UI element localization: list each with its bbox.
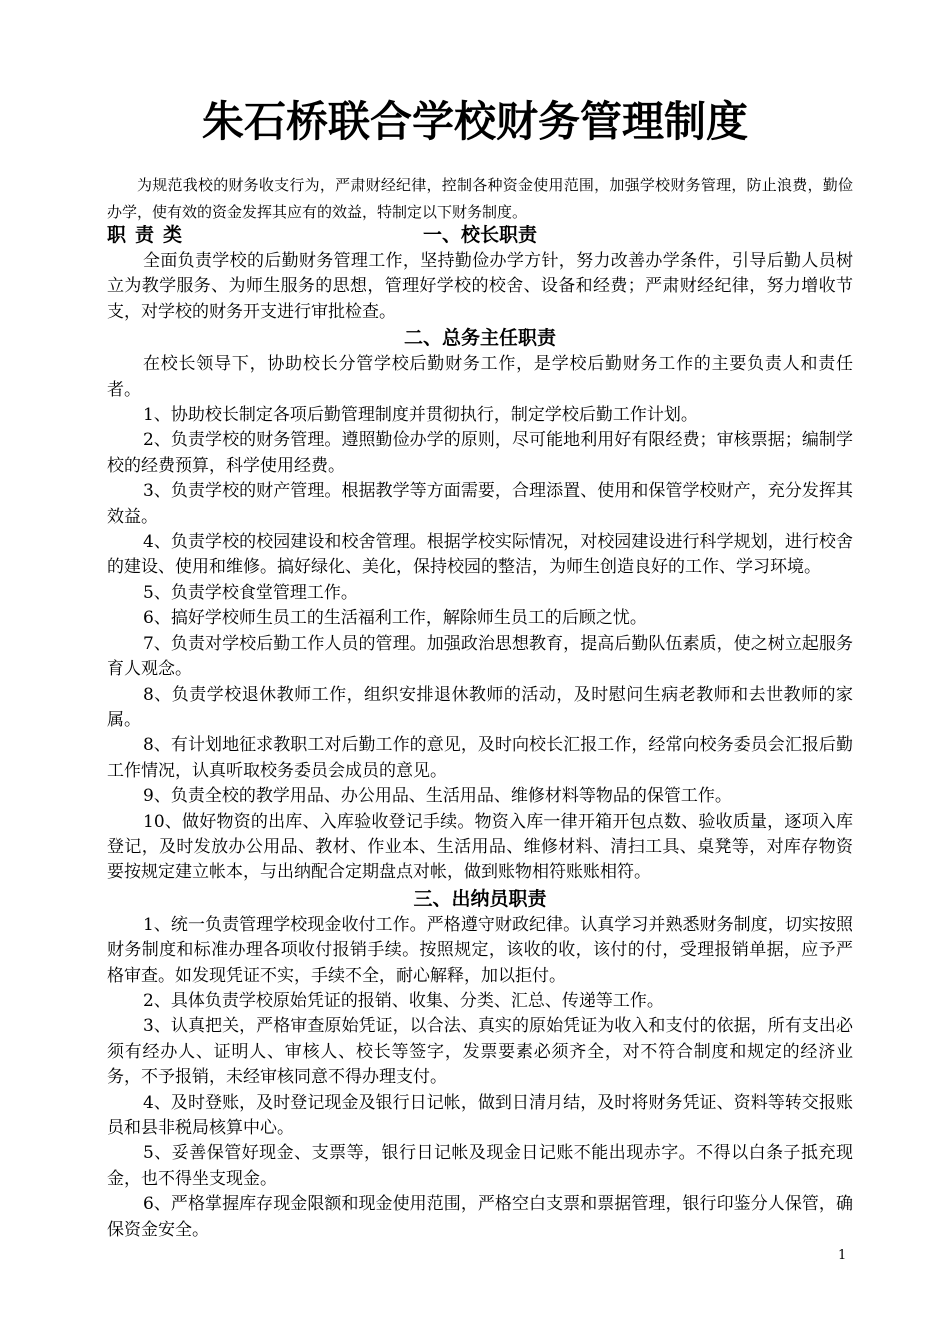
paragraph: 2、具体负责学校原始凭证的报销、收集、分类、汇总、传递等工作。 bbox=[143, 990, 664, 1011]
paragraph: 7、负责对学校后勤工作人员的管理。加强政治思想教育，提高后勤队伍素质，使之树立起服务育人观念。 bbox=[107, 633, 853, 680]
paragraph: 3、负责学校的财产管理。根据教学等方面需要，合理添置、使用和保管学校财产，充分发挥其效益。 bbox=[107, 481, 853, 527]
intro-paragraph: 为规范我校的财务收支行为，严肃财经纪律，控制各种资金使用范围，加强学校财务管理，防止浪费，勤俭办学，使有效的资金发挥其应有的效益，特制定以下财务制度。 bbox=[107, 176, 853, 221]
paragraph: 1、协助校长制定各项后勤管理制度并贯彻执行，制定学校后勤工作计划。 bbox=[143, 405, 698, 426]
category-row bbox=[107, 222, 853, 249]
paragraph: 5、妥善保管好现金、支票等，银行日记帐及现金日记账不能出现赤字。不得以白条子抵充现金，也不得坐支现金。 bbox=[107, 1143, 853, 1189]
paragraph: 8、有计划地征求教职工对后勤工作的意见，及时向校长汇报工作，经常向校务委员会汇报后勤工作情况，认真听取校务委员会成员的意见。 bbox=[107, 735, 853, 781]
section-heading-principal: 一、校长职责 bbox=[422, 224, 537, 246]
paragraph: 6、严格掌握库存现金限额和现金使用范围，严格空白支票和票据管理，银行印鉴分人保管，确保资金安全。 bbox=[107, 1194, 853, 1240]
paragraph: 10、做好物资的出库、入库验收登记手续。物资入库一律开箱开包点数、验收质量，逐项入库登记，及时发放办公用品、教材、作业本、生活用品、维修材料、清扫工具、桌凳等，对库存物资要按规定建立帐本，与出纳配合定期盘点对帐，做到账物相符账账相符。 bbox=[107, 811, 853, 883]
section-heading-general-affairs: 二、总务主任职责 bbox=[403, 327, 556, 350]
paragraph: 全面负责学校的后勤财务管理工作，坚持勤俭办学方针，努力改善办学条件，引导后勤人员树立为教学服务、为师生服务的思想，管理好学校的校舍、设备和经费；严肃财经纪律，努力增收节支，对学校的财务开支进行审批检查。 bbox=[107, 251, 853, 322]
paragraph: 5、负责学校食堂管理工作。 bbox=[143, 582, 358, 603]
paragraph: 4、负责学校的校园建设和校舍管理。根据学校实际情况，对校园建设进行科学规划，进行校舍的建设、使用和维修。搞好绿化、美化，保持校园的整洁，为师生创造良好的工作、学习环境。 bbox=[107, 532, 853, 578]
page-number: 1 bbox=[838, 1248, 847, 1263]
paragraph: 3、认真把关，严格审查原始凭证，以合法、真实的原始凭证为收入和支付的依据，所有支出必须有经办人、证明人、审核人、校长等签字，发票要素必须齐全，对不符合制度和规定的经济业务，不予报销，未经审核同意不得办理支付。 bbox=[107, 1016, 853, 1088]
category-label: 职责类 bbox=[107, 224, 192, 246]
section-heading-cashier: 三、出纳员职责 bbox=[413, 887, 547, 910]
paragraph: 8、负责学校退休教师工作，组织安排退休教师的活动，及时慰问生病老教师和去世教师的家属。 bbox=[107, 684, 853, 730]
paragraph: 1、统一负责管理学校现金收付工作。严格遵守财政纪律。认真学习并熟悉财务制度，切实按照财务制度和标准办理各项收付报销手续。按照规定，该收的收，该付的付，受理报销单据，应予严格审查。如发现凭证不实，手续不全，耐心解释，加以拒付。 bbox=[107, 914, 853, 986]
paragraph: 9、负责全校的教学用品、办公用品、生活用品、维修材料等物品的保管工作。 bbox=[143, 786, 732, 807]
document-body bbox=[107, 222, 853, 1243]
paragraph: 6、搞好学校师生员工的生活福利工作，解除师生员工的后顾之忧。 bbox=[143, 608, 647, 629]
paragraph: 在校长领导下，协助校长分管学校后勤财务工作，是学校后勤财务工作的主要负责人和责任者。 bbox=[107, 354, 853, 400]
paragraph: 2、负责学校的财务管理。遵照勤俭办学的原则，尽可能地利用好有限经费；审核票据；编制学校的经费预算，科学使用经费。 bbox=[107, 430, 853, 476]
paragraph: 4、及时登账，及时登记现金及银行日记帐，做到日清月结，及时将财务凭证、资料等转交报账员和县非税局核算中心。 bbox=[107, 1092, 853, 1138]
document-title: 朱石桥联合学校财务管理制度 bbox=[201, 97, 748, 146]
